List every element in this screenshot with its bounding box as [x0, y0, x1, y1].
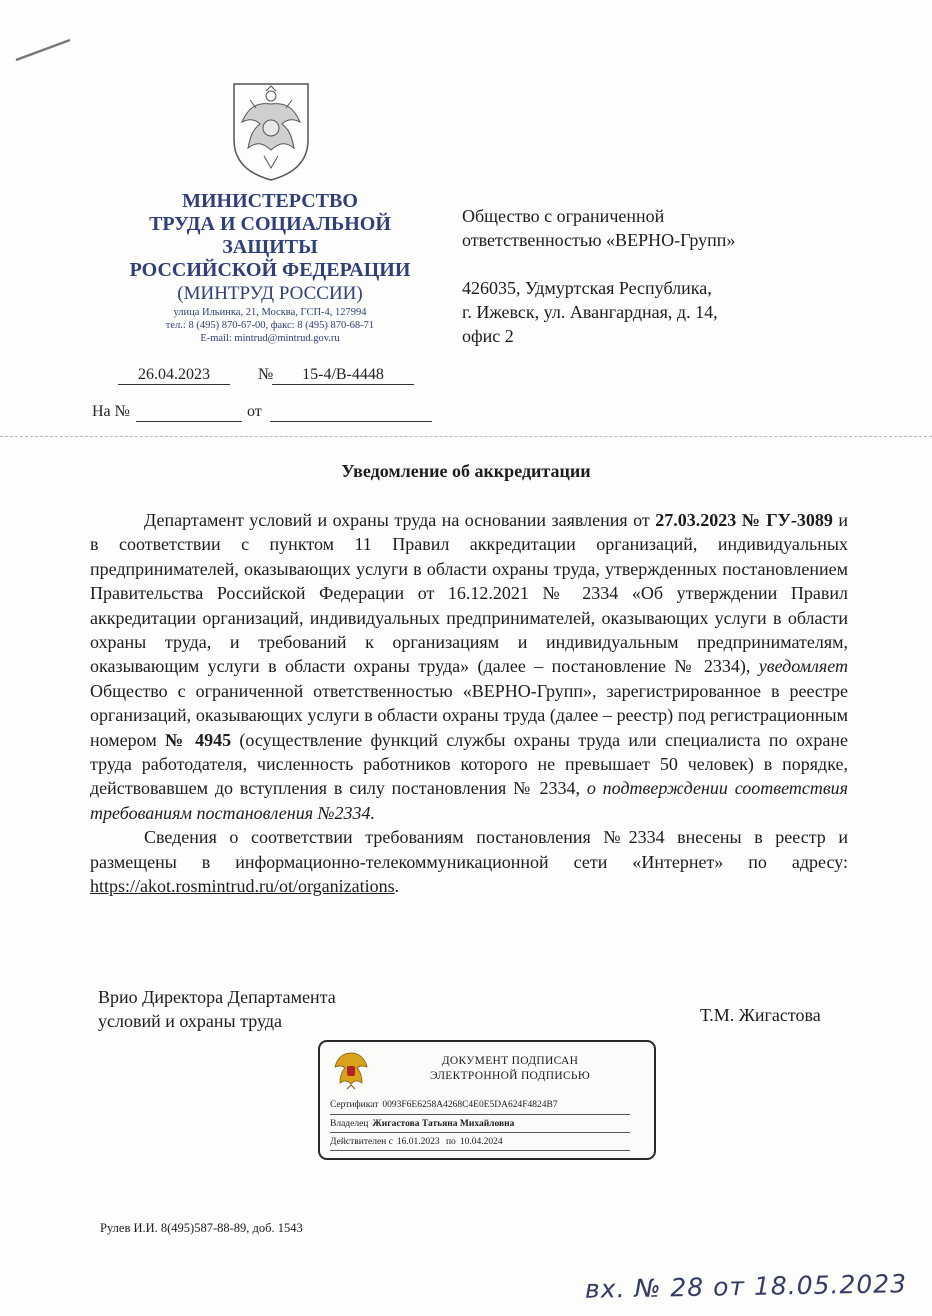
valid-from-value: 16.01.2023: [396, 1137, 440, 1147]
ministry-name-line: ТРУДА И СОЦИАЛЬНОЙ: [149, 213, 391, 235]
stamp-certificate: [330, 1100, 558, 1110]
ministry-name-line: ЗАЩИТЫ: [222, 236, 318, 258]
ministry-address: улица Ильинка, 21, Москва, ГСП-4, 127994: [173, 307, 367, 318]
ministry-email: E-mail: mintrud@mintrud.gov.ru: [200, 333, 340, 344]
registration-number-label: №: [258, 366, 274, 383]
stamp-title: [380, 1054, 640, 1084]
application-reference: 27.03.2023 № ГУ-3089: [655, 510, 833, 530]
document-title: Уведомление об аккредитации: [341, 461, 591, 481]
coat-of-arms-icon: [226, 78, 316, 182]
recipient-address-line: 426035, Удмуртская Республика,: [462, 278, 712, 298]
body-paragraph: [90, 825, 848, 898]
ministry-phones: тел.: 8 (495) 870-67-00, факс: 8 (495) 870-68-71: [165, 320, 375, 331]
body-emphasis: о подтверждении соответствия требованиям постановления №2334.: [90, 778, 849, 823]
recipient-name-line: Общество с ограниченной: [462, 206, 665, 226]
body-paragraph: [90, 508, 848, 825]
stamp-validity: [330, 1137, 503, 1147]
body-text-run: .: [394, 876, 400, 897]
reference-from-label: от: [247, 403, 262, 420]
reference-number-label: На №: [92, 403, 130, 420]
executor-contact: Рулев И.И. 8(495)587-88-89, доб. 1543: [100, 1221, 303, 1235]
stamp-title-line: ЭЛЕКТРОННОЙ ПОДПИСЬЮ: [430, 1070, 590, 1082]
reference-date-blank: [270, 403, 432, 422]
ministry-letterhead: [110, 190, 430, 345]
recipient-name-line: ответственностью «ВЕРНО-Групп»: [462, 230, 736, 250]
stamp-label: Сертификат: [330, 1100, 379, 1110]
reference-number-blank: [136, 403, 242, 422]
pen-stroke-mark: [14, 36, 72, 64]
recipient-address-line: г. Ижевск, ул. Авангардная, д. 14,: [462, 302, 718, 322]
stamp-owner: [330, 1119, 514, 1129]
ministry-name-line: РОССИЙСКОЙ ФЕДЕРАЦИИ: [129, 259, 411, 281]
ministry-name-line: МИНИСТЕРСТВО: [182, 190, 358, 212]
stamp-title-line: ДОКУМЕНТ ПОДПИСАН: [441, 1055, 579, 1067]
electronic-signature-stamp: [318, 1040, 656, 1160]
letter-body: [90, 508, 848, 899]
registration-date: 26.04.2023: [118, 366, 230, 385]
registration-number: 15-4/В-4448: [272, 366, 414, 385]
registry-link[interactable]: https://akot.rosmintrud.ru/ot/organizations: [90, 876, 395, 897]
owner-value: Жигастова Татьяна Михайловна: [372, 1119, 515, 1129]
certificate-value: 0093F6E6258A4268C4E0E5DA624F4824B7: [382, 1100, 558, 1110]
body-text-run: Общество с ограниченной ответственностью «ВЕРНО-Групп», зарегистрированное в реестре организаций, оказывающих услуги в области охраны труда (далее – реестр) под регистрационным номером: [90, 680, 848, 750]
signer-name: Т.М. Жигастова: [700, 1005, 821, 1025]
ministry-short-name: (МИНТРУД РОССИИ): [177, 283, 363, 304]
recipient-block: [462, 204, 802, 348]
body-text-run: и в соответствии с пунктом 11 Правил аккредитации организаций, индивидуальных предпринимателей, оказывающих услуги в области охраны труда, утвержденных постановлением Правительства Российской Федерации от 16.12.2021 № 2334 «Об утверждении Правил аккредитации организаций, индивидуальных предпринимателей, оказывающих услуги в области охраны труда, и требований к организациям и индивидуальным предпринимателям, оказывающим услуги в области охраны труда» (далее – постановление № 2334),: [90, 510, 848, 677]
stamp-label: Владелец: [330, 1119, 369, 1129]
page-fold-line: [0, 436, 932, 437]
body-text-run: Сведения о соответствии требованиям постановления №2334 внесены в реестр и размещены в информационно-телекоммуникационной сети «Интернет» по адресу:: [90, 827, 848, 872]
signer-position: [98, 985, 336, 1033]
recipient-address-line: офис 2: [462, 326, 514, 346]
valid-to-value: 10.04.2024: [459, 1137, 503, 1147]
signer-position-line: условий и охраны труда: [98, 1011, 282, 1031]
signer-position-line: Врио Директора Департамента: [98, 987, 336, 1007]
stamp-label: по: [445, 1137, 456, 1147]
body-text-run: (осуществление функций службы охраны труда или специалиста по охране труда работодателя, численность работников которого не превышает 50 человек) в порядке, действовавшем до вступления в силу постановления № 2334,: [90, 729, 849, 799]
body-emphasis: уведомляет: [758, 656, 848, 677]
stamp-label: Действителен с: [330, 1137, 393, 1147]
stamp-emblem-icon: [332, 1049, 370, 1091]
handwritten-incoming-note: вх. № 28 от 18.05.2023: [584, 1269, 908, 1304]
body-text-run: Департамент условий и охраны труда на основании заявления от: [144, 510, 656, 530]
registry-number: № 4945: [165, 729, 232, 750]
